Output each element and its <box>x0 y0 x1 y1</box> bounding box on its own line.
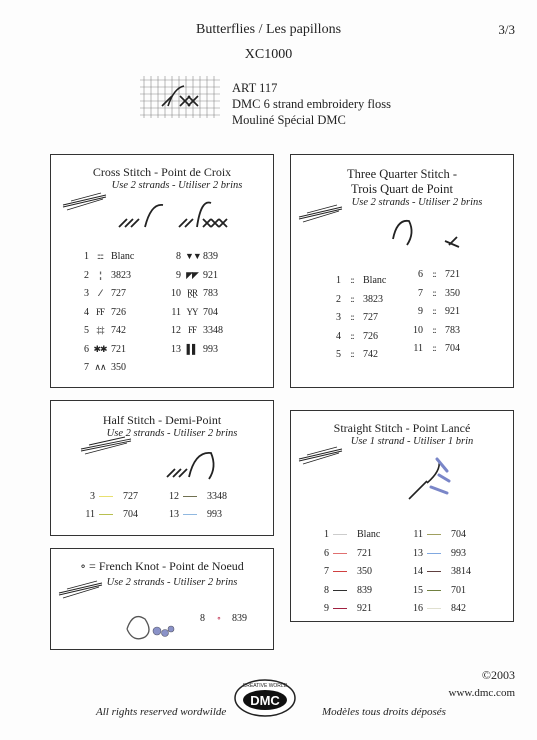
french-knot-note: Use 2 strands - Utiliser 2 brins <box>106 577 238 588</box>
page-number: 3/3 <box>498 22 515 37</box>
key-number: 16 <box>413 603 423 614</box>
french-knot-title <box>51 559 273 574</box>
thread-color-swatch <box>427 571 441 572</box>
cross-stitch-note: Use 2 strands - Utiliser 2 brins <box>111 180 243 191</box>
key-number: 3 <box>336 312 341 323</box>
list-item <box>167 344 218 355</box>
stitch-symbol: :: <box>432 287 436 298</box>
list-item <box>409 343 460 354</box>
key-number: 9 <box>418 306 423 317</box>
floss-code: 350 <box>357 566 372 577</box>
half-stitch-title: Half Stitch - Demi-Point <box>102 413 222 427</box>
list-item <box>315 529 380 540</box>
key-number: 11 <box>85 509 95 520</box>
list-item <box>409 603 466 614</box>
floss-code: 783 <box>445 324 460 336</box>
floss-code: 993 <box>451 547 466 559</box>
key-number: 2 <box>336 293 341 305</box>
stitch-symbol: :: <box>350 275 354 285</box>
floss-code: 704 <box>451 529 466 540</box>
key-number: 9 <box>176 269 181 281</box>
list-item <box>315 566 372 577</box>
list-item <box>191 613 247 624</box>
list-item <box>409 306 460 317</box>
key-number: 11 <box>171 306 181 318</box>
straight-stitch-title: Straight Stitch - Point Lancé <box>333 421 471 435</box>
stitch-symbol: ▼▼ <box>185 251 201 261</box>
floss-code: 721 <box>357 547 372 559</box>
key-number: 7 <box>84 362 89 373</box>
key-number: 7 <box>324 566 329 577</box>
key-number: 5 <box>84 325 89 336</box>
list-item <box>75 362 126 373</box>
key-number: 13 <box>169 509 179 520</box>
floss-code: 742 <box>363 349 378 360</box>
key-number: 11 <box>413 529 423 540</box>
french-knot-panel <box>50 548 274 650</box>
stitch-symbol: :::: <box>96 251 103 261</box>
list-item <box>409 325 460 336</box>
list-item <box>167 288 218 299</box>
stitch-symbol: ⱤⱤ <box>186 288 197 298</box>
key-number: 1 <box>336 275 341 286</box>
floss-code: 727 <box>111 288 126 299</box>
stitch-symbol: FF <box>95 306 104 317</box>
thread-color-swatch <box>333 608 347 609</box>
floss-code: 839 <box>357 584 372 596</box>
key-number: 9 <box>324 603 329 614</box>
list-item <box>75 344 126 355</box>
thread-color-swatch <box>183 514 197 515</box>
list-item <box>165 491 227 502</box>
stitch-symbol: :: <box>350 349 354 359</box>
key-number: 10 <box>413 324 423 336</box>
key-number: 1 <box>324 529 329 540</box>
cross-stitch-grid-icon <box>140 76 220 118</box>
three-quarter-stitch-panel <box>290 154 514 388</box>
floss-code: 701 <box>451 584 466 596</box>
key-number: 5 <box>336 349 341 360</box>
key-number: 3 <box>84 288 89 299</box>
floss-code: 350 <box>111 362 126 373</box>
key-number: 8 <box>200 613 205 624</box>
list-item <box>75 288 126 299</box>
french-knot-title-text: French Knot - Point de Noeud <box>98 559 244 573</box>
copyright: ©2003 <box>481 668 515 682</box>
stitch-symbol: :: <box>432 343 436 353</box>
list-item <box>409 269 460 280</box>
list-item <box>315 585 372 596</box>
straight-stitch-note: Use 1 strand - Utiliser 1 brin <box>350 436 474 447</box>
list-item <box>327 349 378 360</box>
logo-text: DMC <box>250 693 280 708</box>
stitch-symbol: ∧∧ <box>94 362 106 372</box>
floss-code: 726 <box>363 330 378 342</box>
list-item <box>167 270 218 281</box>
floss-code: 727 <box>363 312 378 323</box>
list-item <box>409 288 460 299</box>
floss-code: 993 <box>207 509 222 520</box>
straight-stitch-panel <box>290 410 514 622</box>
floss-code: 839 <box>232 613 247 624</box>
key-number: 15 <box>413 584 423 596</box>
floss-code: 704 <box>123 509 138 520</box>
three-quarter-note: Use 2 strands - Utiliser 2 brins <box>351 197 483 208</box>
needle-illustration <box>61 431 271 486</box>
key-number: 13 <box>171 343 181 355</box>
list-item <box>327 312 378 323</box>
floss-code: 704 <box>203 306 218 318</box>
half-stitch-note: Use 2 strands - Utiliser 2 brins <box>106 428 238 439</box>
three-quarter-title-fr: Trois Quart de Point <box>351 182 453 196</box>
list-item <box>75 270 131 281</box>
stitch-symbol: ¦¦ <box>99 269 101 280</box>
art-number: ART 117 <box>232 81 278 95</box>
floss-code: 3348 <box>203 325 223 336</box>
key-number: 4 <box>336 330 341 342</box>
needle-illustration <box>297 199 507 259</box>
key-number: 11 <box>413 343 423 354</box>
list-item <box>165 509 222 520</box>
website-link[interactable]: www.dmc.com <box>448 687 515 699</box>
thread-color-swatch <box>427 553 441 554</box>
floss-code: 3814 <box>451 566 471 577</box>
rights-notice-fr: Modèles tous droits déposés <box>322 706 446 718</box>
thread-color-swatch <box>427 534 441 535</box>
thread-color-swatch <box>333 571 347 572</box>
list-item <box>75 251 134 262</box>
floss-code: 726 <box>111 306 126 318</box>
dmc-logo <box>226 672 304 720</box>
floss-code: 704 <box>445 343 460 354</box>
list-item <box>315 548 372 559</box>
floss-code: Blanc <box>111 251 135 262</box>
floss-code: 742 <box>111 325 126 336</box>
floss-code: 350 <box>445 287 460 299</box>
floss-code: 3823 <box>363 293 383 305</box>
floss-code: 993 <box>203 343 218 355</box>
stitch-symbol: :: <box>350 293 354 304</box>
floss-code: 921 <box>203 269 218 281</box>
floss-code: Blanc <box>363 275 387 286</box>
stitch-symbol: ⁄⁄ <box>99 288 101 298</box>
stitch-symbol: ◤◤ <box>186 269 198 280</box>
key-number: 2 <box>84 269 89 281</box>
list-item <box>409 529 466 540</box>
floss-code: 839 <box>203 251 218 262</box>
stitch-symbol: ‡‡ <box>96 325 104 335</box>
three-quarter-title: Three Quarter Stitch - <box>346 167 458 181</box>
key-number: 4 <box>84 306 89 318</box>
stitch-symbol: ▌▌ <box>186 343 198 354</box>
list-item <box>327 294 383 305</box>
cross-stitch-title: Cross Stitch - Point de Croix <box>92 165 232 179</box>
key-number: 6 <box>324 547 329 559</box>
thread-color-swatch <box>427 608 441 609</box>
floss-info <box>232 80 391 128</box>
thread-color-swatch <box>333 553 347 554</box>
list-item <box>167 325 223 336</box>
stitch-symbol: :: <box>432 306 436 316</box>
list-item <box>315 603 372 614</box>
needle-illustration <box>61 185 271 235</box>
key-number: 14 <box>413 566 423 577</box>
key-number: 6 <box>84 343 89 355</box>
page-title: Butterflies / Les papillons <box>195 22 342 37</box>
list-item <box>167 307 218 318</box>
list-item <box>409 585 466 596</box>
floss-description: DMC 6 strand embroidery floss <box>232 97 392 111</box>
key-number: 13 <box>413 547 423 559</box>
stitch-symbol: YY <box>186 306 198 317</box>
key-number: 8 <box>324 584 329 596</box>
stitch-symbol: ✱✱ <box>93 343 107 354</box>
floss-code: 921 <box>357 603 372 614</box>
list-item <box>167 251 218 262</box>
logo-ring-text: CREATIVE WORLD <box>242 683 288 689</box>
floss-code: 721 <box>445 269 460 280</box>
needle-illustration <box>297 431 507 511</box>
knot-symbol: ∘ <box>216 613 221 623</box>
floss-code: Blanc <box>357 529 381 540</box>
thread-color-swatch <box>99 514 113 515</box>
key-number: 12 <box>171 325 181 336</box>
stitch-symbol: :: <box>350 330 354 341</box>
stitch-symbol: :: <box>432 324 436 335</box>
floss-code: 3348 <box>207 491 227 502</box>
list-item <box>81 509 138 520</box>
thread-color-swatch <box>427 590 441 591</box>
stitch-symbol: :: <box>350 312 354 322</box>
list-item <box>75 307 126 318</box>
floss-code: 3823 <box>111 269 131 281</box>
floss-description-fr: Mouliné Spécial DMC <box>232 113 346 127</box>
key-number: 7 <box>418 287 423 299</box>
needle-illustration <box>57 575 257 645</box>
list-item <box>409 566 471 577</box>
floss-code: 727 <box>123 491 138 502</box>
key-number: 10 <box>171 288 181 299</box>
thread-color-swatch <box>99 496 113 497</box>
key-number: 1 <box>84 251 89 262</box>
floss-code: 783 <box>203 288 218 299</box>
half-stitch-panel <box>50 400 274 536</box>
french-knot-symbol: ∘ = <box>80 559 96 573</box>
thread-color-swatch <box>183 496 197 497</box>
list-item <box>75 325 126 336</box>
list-item <box>81 491 138 502</box>
list-item <box>409 548 466 559</box>
stitch-symbol: :: <box>432 269 436 279</box>
thread-color-swatch <box>333 590 347 591</box>
chart-code: XC1000 <box>244 47 293 62</box>
key-number: 12 <box>169 491 179 502</box>
list-item <box>327 275 386 286</box>
thread-color-swatch <box>333 534 347 535</box>
list-item <box>327 331 378 342</box>
stitch-symbol: FF <box>187 325 196 335</box>
cross-stitch-panel <box>50 154 274 388</box>
floss-code: 721 <box>111 343 126 355</box>
rights-notice: All rights reserved wordwilde <box>96 706 227 718</box>
key-number: 3 <box>90 491 95 502</box>
floss-code: 921 <box>445 306 460 317</box>
key-number: 8 <box>176 251 181 262</box>
key-number: 6 <box>418 269 423 280</box>
floss-code: 842 <box>451 603 466 614</box>
